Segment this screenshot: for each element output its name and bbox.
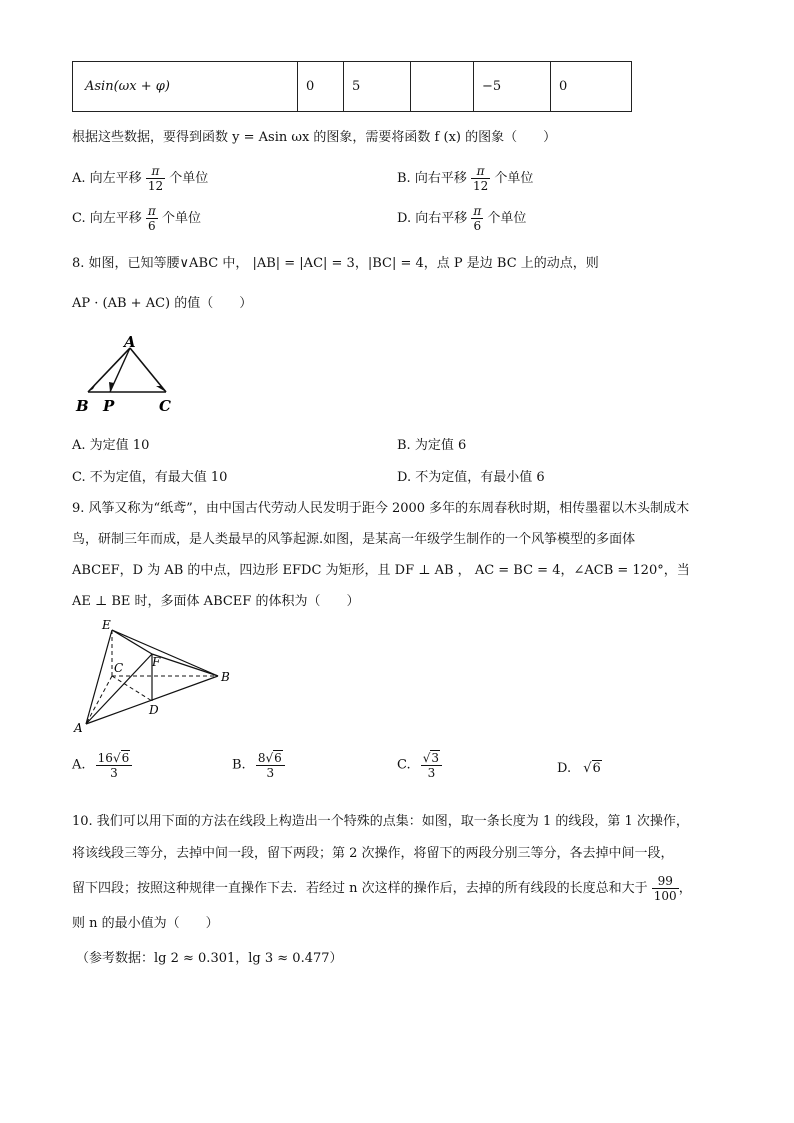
q10-line3	[72, 874, 692, 903]
values-table	[72, 61, 632, 112]
option-text: 为定值 6	[414, 438, 467, 453]
q9-option-c	[397, 750, 442, 780]
q9-line1: 9. 风筝又称为“纸鸢”，由中国古代劳动人民发明于距今 2000 多年的东周春秋时期，相传墨翟以木头制成木	[72, 501, 690, 516]
fraction: $\frac{√3}{3}$	[421, 750, 442, 780]
fraction-num: π	[147, 204, 156, 218]
option-letter: D.	[557, 761, 572, 776]
q10-line1: 10. 我们可以用下面的方法在线段上构造出一个特殊的点集：如图，取一条长度为 1 的线段，第 1 次操作，	[72, 814, 689, 829]
option-letter: A.	[72, 757, 86, 773]
fraction-den: 12	[472, 179, 489, 193]
option-text: 个单位	[494, 171, 534, 186]
option-letter: B.	[232, 757, 246, 773]
option-text: 个单位	[169, 171, 209, 186]
coef: 8	[257, 751, 266, 765]
option-letter: C.	[397, 757, 411, 773]
fraction	[146, 164, 165, 193]
option-letter: B.	[397, 438, 411, 453]
option-letter: C.	[72, 470, 86, 485]
q9-line2: 鸟，研制三年而成，是人类最早的风筝起源.如图，是某高一年级学生制作的一个风筝模型的多面体	[72, 532, 636, 547]
fraction: $\frac{16√6}{3}$	[96, 750, 133, 780]
option-letter: A.	[72, 438, 86, 453]
label-c: C	[114, 661, 124, 675]
triangle-figure	[72, 334, 192, 416]
label-e: E	[102, 618, 111, 632]
option-text: 不为定值，有最小值 6	[415, 470, 545, 485]
label-b: B	[221, 670, 230, 684]
table-row-label: Asin(ωx + φ)	[73, 62, 298, 112]
fraction-den: 6	[148, 219, 156, 233]
q8-stem: 8. 如图，已知等腰∨ABC 中， |AB| = |AC| = 3，|BC| = 4，点 P 是边 BC 上的动点，则	[72, 256, 599, 271]
option-text: 个单位	[487, 211, 527, 226]
table-row	[73, 62, 632, 112]
q10-line2: 将该线段三等分，去掉中间一段，留下两段；第 2 次操作，将留下的两段分别三等分，各去掉中间一段，	[72, 846, 674, 861]
edge-fb	[152, 654, 218, 676]
fraction	[146, 204, 158, 233]
option-letter: D.	[397, 470, 412, 485]
q9-option-d: D. √6	[557, 761, 601, 776]
q7-option-a	[72, 164, 208, 193]
segment-ac	[130, 348, 166, 392]
q10-line3-text: 留下四段；按照这种规律一直操作下去．若经过 n 次这样的操作后，去掉的所有线段的长度总和大于	[72, 881, 648, 896]
q9-option-b	[232, 750, 285, 780]
option-text: 向左平移	[89, 171, 142, 186]
fraction-den: 100	[653, 889, 677, 903]
option-text: 向右平移	[414, 171, 467, 186]
option-letter: B.	[397, 171, 411, 186]
edge-cd	[112, 676, 152, 701]
edge-ef	[112, 630, 152, 654]
q7-option-d	[397, 204, 526, 233]
label-b: B	[76, 397, 89, 415]
fraction-den: 3	[427, 766, 436, 780]
q8-option-a	[72, 434, 149, 453]
q8-option-b	[397, 434, 466, 453]
option-text: 个单位	[161, 211, 201, 226]
option-text: 向右平移	[415, 211, 468, 226]
q8-stem-line2: AP · (AB + AC) 的值（ ）	[72, 296, 253, 311]
option-text: 不为定值，有最大值 10	[89, 470, 228, 485]
fraction-num: π	[146, 164, 165, 179]
table-cell: 5	[344, 62, 411, 112]
label-f: F	[152, 655, 161, 669]
table-cell	[411, 62, 474, 112]
label-p: P	[103, 397, 115, 415]
segment-ab	[88, 348, 130, 392]
coef: 16	[97, 751, 113, 765]
fraction-den: 3	[266, 766, 275, 780]
option-text: 为定值 10	[89, 438, 150, 453]
arrowhead-p	[109, 382, 114, 392]
label-c: C	[159, 397, 171, 415]
fraction-den: 6	[473, 219, 482, 233]
fraction-den: 3	[110, 766, 118, 780]
q7-option-c	[72, 204, 201, 233]
option-letter: A.	[72, 171, 86, 186]
q8-option-d	[397, 466, 545, 485]
q7-stem: 根据这些数据，要得到函数 y = Asin ωx 的图象，需要将函数 f (x) 的图象（ ）	[72, 130, 557, 145]
fraction	[471, 164, 490, 193]
q10-reference: （参考数据：lg 2 ≈ 0.301，lg 3 ≈ 0.477）	[76, 951, 343, 966]
segment-ap	[110, 348, 130, 392]
q7-option-b	[397, 164, 533, 193]
option-letter: D.	[397, 211, 412, 226]
q9-option-a	[72, 750, 132, 780]
q8-option-c	[72, 466, 227, 485]
fraction: $\frac{8√6}{3}$	[256, 750, 285, 780]
radicand: 3	[431, 751, 440, 765]
option-letter: C.	[72, 211, 86, 226]
fraction-den: 12	[147, 179, 164, 193]
label-d: D	[149, 703, 159, 717]
table-cell: 0	[551, 62, 632, 112]
radicand: 6	[121, 751, 130, 765]
q10-line4: 则 n 的最小值为（ ）	[72, 916, 219, 931]
radicand: 6	[274, 751, 282, 765]
option-text: 向左平移	[89, 211, 142, 226]
label-a: A	[124, 334, 136, 351]
fraction-num: π	[471, 164, 490, 179]
fraction	[652, 874, 679, 903]
punct: ，	[678, 881, 692, 896]
q9-line3: ABCEF，D 为 AB 的中点，四边形 EFDC 为矩形，且 DF ⊥ AB ， AC = BC = 4，∠ACB = 120°，当	[72, 563, 690, 578]
fraction-num: 99	[652, 874, 679, 889]
fraction	[471, 204, 483, 233]
label-a: A	[74, 721, 83, 735]
table-cell: −5	[474, 62, 551, 112]
table-cell: 0	[298, 62, 344, 112]
polyhedron-figure	[70, 614, 240, 736]
q9-line4: AE ⊥ BE 时，多面体 ABCEF 的体积为（ ）	[72, 594, 360, 609]
radicand: 6	[592, 761, 601, 776]
edge-eb	[112, 630, 218, 676]
fraction-num: π	[473, 204, 482, 218]
